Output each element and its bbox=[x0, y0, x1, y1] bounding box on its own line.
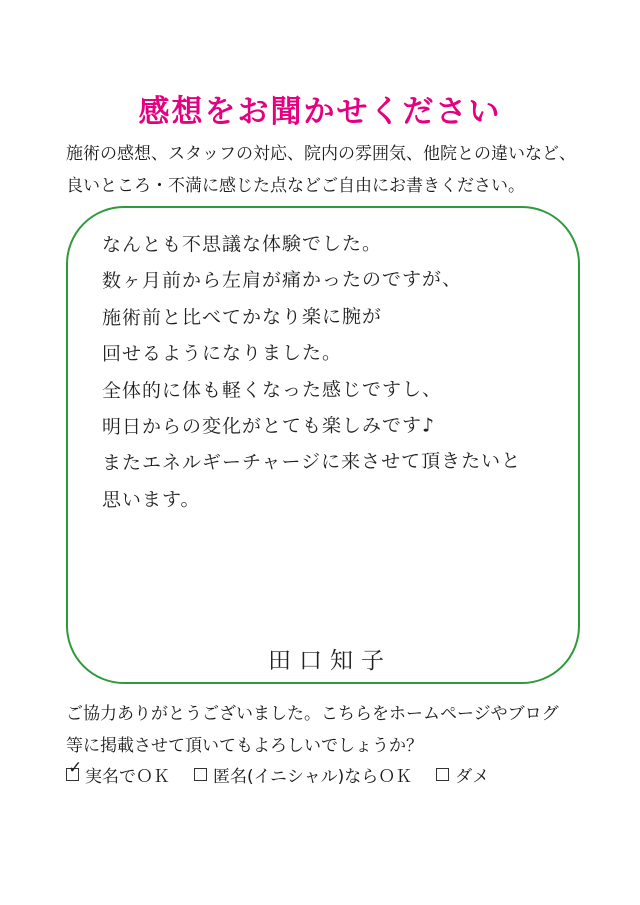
checkbox[interactable] bbox=[66, 758, 83, 781]
checkbox[interactable] bbox=[194, 768, 207, 781]
comment-line: 施術前と比べてかなり楽に腕が bbox=[101, 305, 383, 330]
option-decline[interactable] bbox=[436, 762, 489, 787]
signature: 田口知子 bbox=[268, 648, 392, 674]
option-label: ダメ bbox=[455, 767, 490, 787]
comment-line: 明日からの変化がとても楽しみです♪ bbox=[101, 414, 436, 439]
option-real-name[interactable] bbox=[66, 758, 170, 787]
handwritten-comment bbox=[102, 226, 562, 517]
comment-line: 数ヶ月前から左肩が痛かったのですが、 bbox=[101, 268, 463, 293]
instructions-line: 施術の感想、スタッフの対応、院内の雰囲気、他院との違いなど、 bbox=[66, 144, 576, 164]
comment-line: 思います。 bbox=[101, 488, 201, 512]
consent-question bbox=[66, 698, 596, 762]
comment-line: 回せるようになりました。 bbox=[101, 342, 343, 366]
option-label: 実名でＯＫ bbox=[85, 767, 170, 787]
checkbox[interactable] bbox=[436, 768, 449, 781]
instructions bbox=[66, 138, 586, 202]
comment-line: 全体的に体も軽くなった感じですし、 bbox=[101, 378, 443, 402]
consent-line: ご協力ありがとうございました。こちらをホームページやブログ bbox=[66, 704, 559, 724]
instructions-line: 良いところ・不満に感じた点などご自由にお書きください。 bbox=[66, 176, 525, 196]
option-initials[interactable] bbox=[194, 762, 412, 787]
check-icon: ✓ bbox=[68, 758, 83, 778]
option-label: 匿名(イニシャル)ならＯＫ bbox=[213, 767, 413, 787]
form-title: 感想をお聞かせください bbox=[138, 94, 502, 130]
comment-line: なんとも不思議な体験でした。 bbox=[101, 232, 383, 257]
comment-line: またエネルギーチャージに来させて頂きたいと bbox=[101, 450, 522, 475]
consent-line: 等に掲載させて頂いてもよろしいでしょうか？ bbox=[66, 736, 423, 756]
consent-options bbox=[66, 758, 513, 787]
